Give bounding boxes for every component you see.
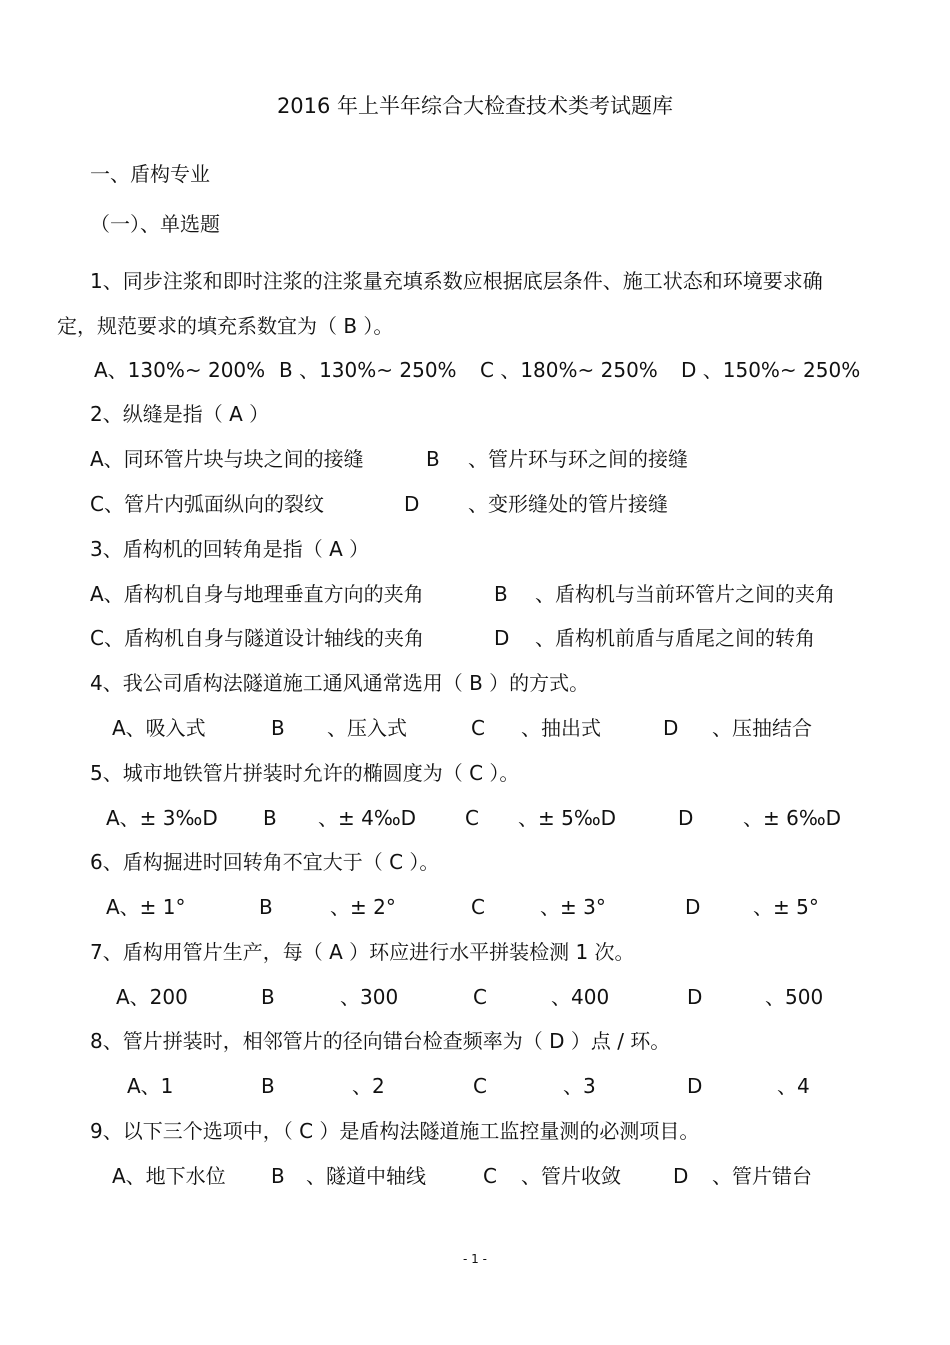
option-d-text: 、± 5° [753, 895, 819, 919]
option-d-text: 、管片错台 [712, 1164, 812, 1188]
option-c-text: 、± 3° [540, 895, 606, 919]
option-b-letter: B [261, 985, 275, 1009]
question-2-options-row-1 [0, 446, 950, 472]
option-d-text: 、变形缝处的管片接缝 [468, 492, 668, 516]
option-b: B 、130%~ 250% [279, 358, 457, 382]
option-b-text: 、盾构机与当前环管片之间的夹角 [535, 582, 835, 606]
question-6-options [0, 894, 950, 920]
section-heading: 一、盾构专业 [90, 162, 210, 186]
question-3-options-row-1 [0, 581, 950, 607]
option-a: A、130%~ 200% [94, 358, 266, 382]
question-3-stem: 3、盾构机的回转角是指（ A ） [90, 537, 370, 561]
question-2-options-row-2 [0, 491, 950, 517]
question-9-options [0, 1163, 950, 1189]
document-title: 2016 年上半年综合大检查技术类考试题库 [276, 94, 674, 118]
question-6-stem: 6、盾构掘进时回转角不宜大于（ C ）。 [90, 850, 440, 874]
option-d-text: 、4 [777, 1074, 810, 1098]
option-c: C 、180%~ 250% [480, 358, 658, 382]
option-b-text: 、压入式 [327, 716, 407, 740]
question-8-options [0, 1073, 950, 1099]
option-c-letter: C [473, 1074, 487, 1098]
question-9-stem: 9、以下三个选项中，（ C ）是盾构法隧道施工监控量测的必测项目。 [90, 1119, 700, 1143]
option-d-letter: D [678, 806, 694, 830]
question-3-options-row-2 [0, 625, 950, 651]
option-d-letter: D [687, 1074, 703, 1098]
option-a: A、200 [116, 985, 188, 1009]
option-c-letter: C [471, 716, 485, 740]
option-b-text: 、± 2° [330, 895, 396, 919]
option-b-letter: B [261, 1074, 275, 1098]
option-a: A、同环管片块与块之间的接缝 [90, 447, 364, 471]
question-5-stem: 5、城市地铁管片拼装时允许的椭圆度为（ C ）。 [90, 761, 520, 785]
option-c: C、管片内弧面纵向的裂纹 [90, 492, 324, 516]
option-c-letter: C [465, 806, 479, 830]
option-c-text: 、± 5‰D [518, 806, 617, 830]
option-b-letter: B [263, 806, 277, 830]
option-b-letter: B [426, 447, 440, 471]
option-b-text: 、2 [352, 1074, 385, 1098]
option-d-letter: D [673, 1164, 689, 1188]
option-b-text: 、300 [340, 985, 399, 1009]
option-b-text: 、± 4‰D [318, 806, 417, 830]
option-d-text: 、± 6‰D [743, 806, 842, 830]
option-a: A、盾构机自身与地理垂直方向的夹角 [90, 582, 424, 606]
option-b-letter: B [271, 716, 285, 740]
option-d-letter: D [685, 895, 701, 919]
question-2-stem: 2、纵缝是指（ A ） [90, 402, 270, 426]
option-c-text: 、400 [551, 985, 610, 1009]
option-c-text: 、抽出式 [521, 716, 601, 740]
option-d-letter: D [687, 985, 703, 1009]
option-c-letter: C [471, 895, 485, 919]
option-b-text: 、隧道中轴线 [306, 1164, 426, 1188]
question-7-stem: 7、盾构用管片生产，每（ A ）环应进行水平拼装检测 1 次。 [90, 940, 635, 964]
question-1-stem-line-1: 1、同步注浆和即时注浆的注浆量充填系数应根据底层条件、施工状态和环境要求确 [90, 269, 823, 293]
question-4-stem: 4、我公司盾构法隧道施工通风通常选用（ B ）的方式。 [90, 671, 590, 695]
option-a: A、地下水位 [112, 1164, 226, 1188]
page-number: - 1 - [463, 1252, 487, 1266]
option-b-letter: B [271, 1164, 285, 1188]
option-d-letter: D [404, 492, 420, 516]
option-b-letter: B [259, 895, 273, 919]
option-a: A、± 1° [106, 895, 186, 919]
question-1-stem-line-2: 定，规范要求的填充系数宜为（ B ）。 [57, 314, 394, 338]
option-d-letter: D [663, 716, 679, 740]
option-d-text: 、压抽结合 [712, 716, 812, 740]
option-c: C、盾构机自身与隧道设计轴线的夹角 [90, 626, 424, 650]
option-c-letter: C [483, 1164, 497, 1188]
option-a: A、± 3‰D [106, 806, 218, 830]
option-b-letter: B [494, 582, 508, 606]
question-5-options [0, 805, 950, 831]
option-d-letter: D [494, 626, 510, 650]
option-c-letter: C [473, 985, 487, 1009]
question-4-options [0, 715, 950, 741]
option-d: D 、150%~ 250% [681, 358, 861, 382]
question-1-options [0, 357, 950, 383]
option-d-text: 、500 [765, 985, 824, 1009]
question-7-options [0, 984, 950, 1010]
option-c-text: 、管片收敛 [521, 1164, 621, 1188]
question-8-stem: 8、管片拼装时，相邻管片的径向错台检查频率为（ D ）点 / 环。 [90, 1029, 671, 1053]
option-a: A、1 [127, 1074, 174, 1098]
option-d-text: 、盾构机前盾与盾尾之间的转角 [535, 626, 815, 650]
option-a: A、吸入式 [112, 716, 206, 740]
option-b-text: 、管片环与环之间的接缝 [468, 447, 688, 471]
option-c-text: 、3 [563, 1074, 596, 1098]
subsection-heading: （一）、单选题 [90, 212, 220, 236]
